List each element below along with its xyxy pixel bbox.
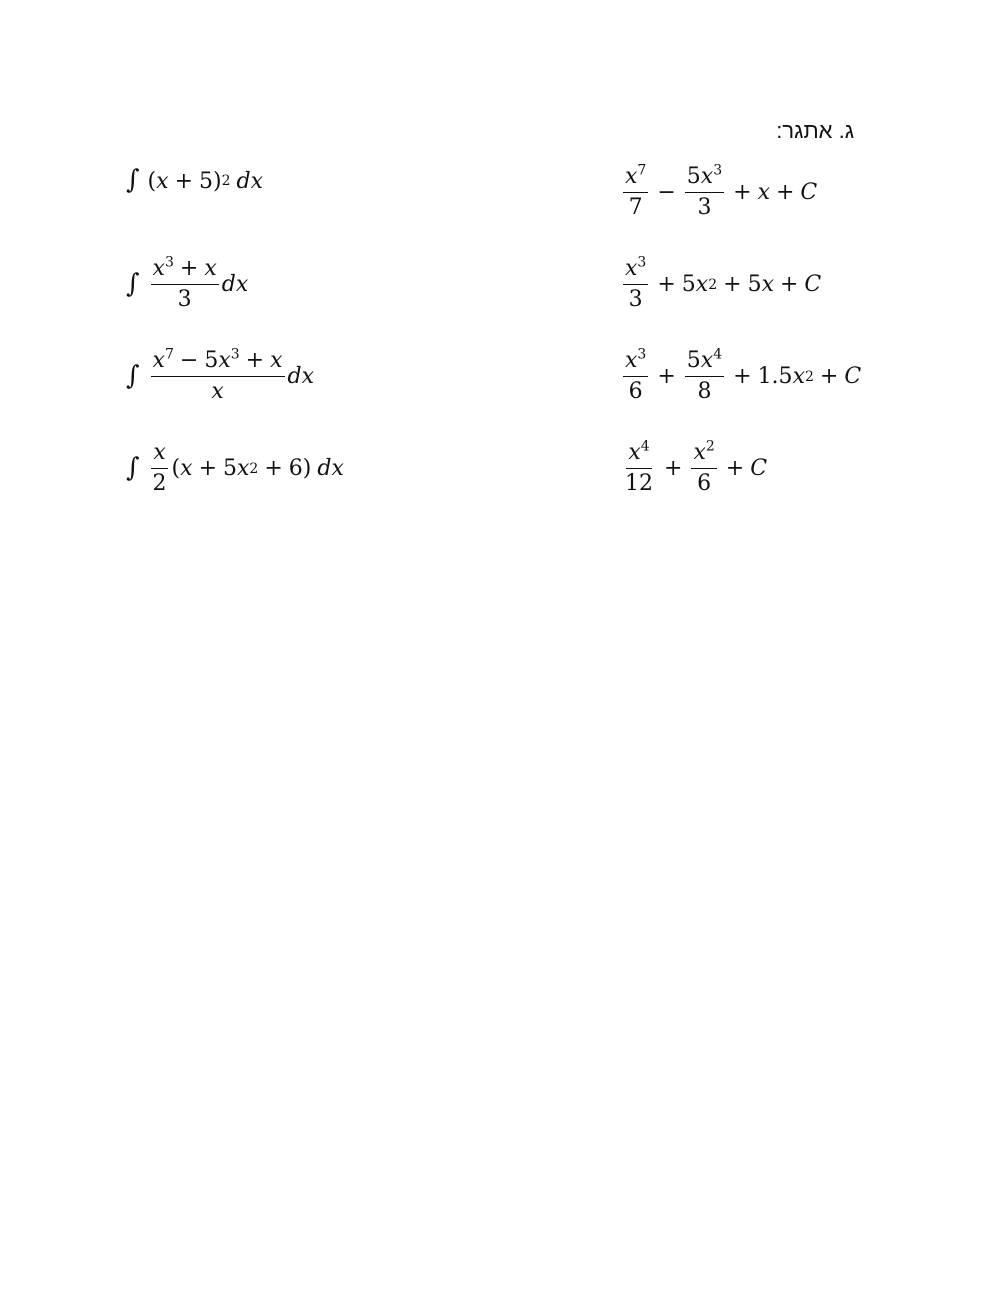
answer-3: $\frac{x^3}{6}$ + $\frac{5x^4}{8}$ + 1.5 x 2 + C — [625, 346, 862, 404]
answer-1: $\frac{x^7}{7}$ − $\frac{5x^3}{3}$ + x + C — [625, 162, 818, 220]
integral-sign-icon: ∫ — [126, 452, 140, 483]
integral-sign-icon: ∫ — [126, 360, 140, 391]
integral-sign-icon: ∫ — [126, 268, 140, 299]
answer-4: $\frac{x^4}{12}$ + $\frac{x^2}{6}$ + C — [625, 438, 768, 496]
integral-4: ∫ $\frac{x}{2}$ ( x + 5 x 2 + 6) dx — [126, 440, 344, 496]
exercise-heading: ג. אתגר: — [776, 118, 854, 143]
integral-1: ∫ ( x + 5) 2 dx — [126, 165, 264, 195]
answer-2: $\frac{x^3}{3}$ + 5 x 2 + 5 x + C — [625, 254, 822, 312]
integral-3: ∫ $\frac{x^7 - 5x^3 + x}{x}$ dx — [126, 346, 315, 404]
integral-2: ∫ $\frac{x^3 + x}{3}$ dx — [126, 254, 249, 312]
integral-sign-icon: ∫ — [126, 165, 140, 195]
